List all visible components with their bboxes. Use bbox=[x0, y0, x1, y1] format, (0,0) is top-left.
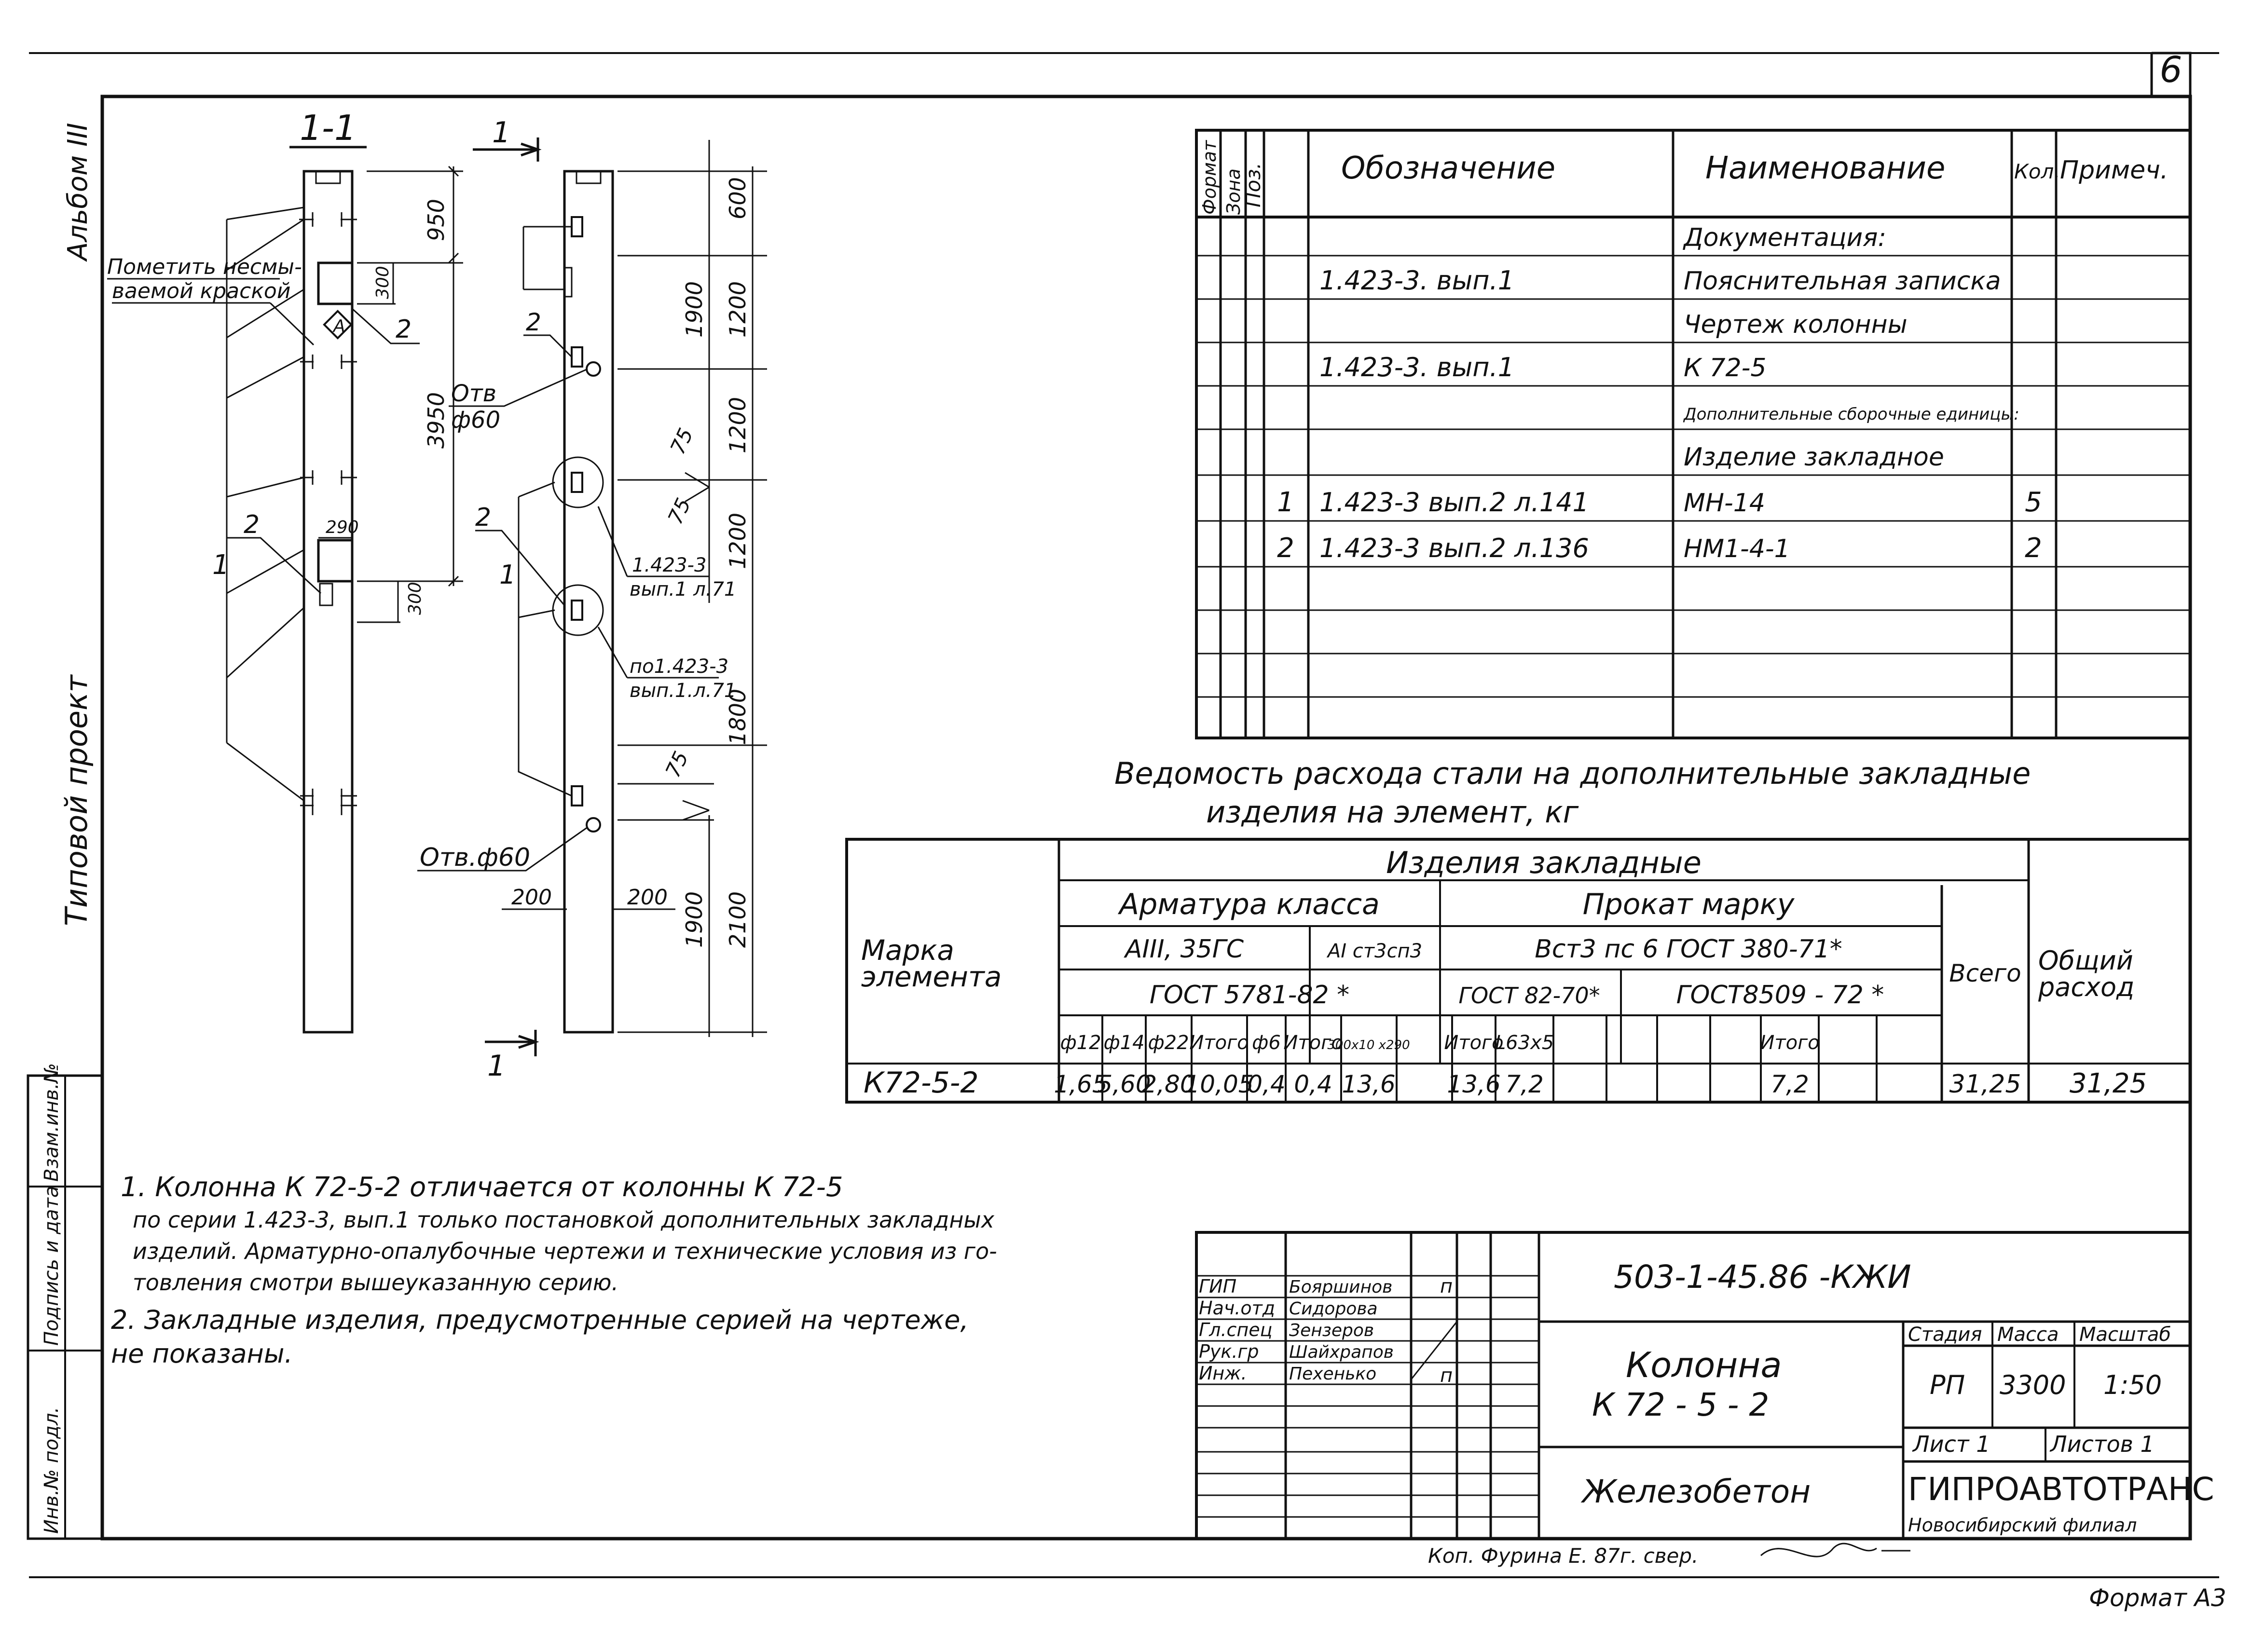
spec-row-pos: 2 bbox=[1277, 532, 1294, 564]
steel-title-2: изделия на элемент, кг bbox=[1206, 794, 1579, 830]
paint-note-1: Пометить несмы- bbox=[107, 255, 302, 279]
cut-mark-bottom-label: 1 bbox=[487, 1049, 506, 1083]
note-line-3: изделий. Арматурно-опалубочные чертежи и технические условия из го- bbox=[133, 1238, 997, 1264]
spec-row-qty: 2 bbox=[2025, 532, 2042, 564]
steel-mark-h2: элемента bbox=[861, 960, 1002, 993]
spec-h-name: Наименование bbox=[1705, 150, 1946, 186]
steel-col-header: Итого bbox=[1444, 1032, 1504, 1054]
steel-cell-value: 13,6 bbox=[1342, 1070, 1396, 1098]
scale-header: Масштаб bbox=[2079, 1324, 2171, 1346]
steel-gost5781: ГОСТ 5781-82 * bbox=[1149, 981, 1350, 1010]
steel-overall-h2: расход bbox=[2038, 972, 2135, 1002]
steel-cell-value: 10,05 bbox=[1184, 1070, 1254, 1098]
role-0: ГИП bbox=[1199, 1276, 1237, 1297]
spec-row-name: К 72-5 bbox=[1684, 354, 1767, 382]
sign-1: п bbox=[1440, 1275, 1453, 1297]
dim-1800: 1800 bbox=[725, 688, 751, 745]
doc-title: Колонна bbox=[1626, 1345, 1782, 1385]
note-line-5: 2. Закладные изделия, предусмотренные серией на чертеже, bbox=[111, 1305, 969, 1335]
dim-3950: 3950 bbox=[423, 392, 449, 449]
steel-col-header: 300х10 х290 bbox=[1327, 1038, 1410, 1052]
steel-cell-value: 0,4 bbox=[1294, 1070, 1332, 1098]
role-4: Инж. bbox=[1199, 1363, 1247, 1384]
ref1-line2: вып.1 л.71 bbox=[630, 578, 737, 601]
pos2-label-front: 2 bbox=[526, 308, 541, 336]
hole-dia: ф60 bbox=[451, 407, 501, 434]
note-line-1: 1. Колонна К 72-5-2 отличается от колонны К 72-5 bbox=[121, 1172, 843, 1203]
pos2-label-mid: 2 bbox=[244, 510, 260, 539]
dim-1200-c: 1200 bbox=[725, 512, 751, 569]
section-label: 1-1 bbox=[300, 108, 357, 148]
steel-aIII: АIII, 35ГС bbox=[1125, 935, 1244, 964]
spec-row-name: НМ1-4-1 bbox=[1684, 534, 1790, 563]
page-number: 6 bbox=[2159, 49, 2182, 91]
org-branch: Новосибирский филиал bbox=[1908, 1515, 2137, 1536]
sign-2: п bbox=[1440, 1365, 1453, 1387]
steel-col-header: ф14 bbox=[1103, 1032, 1145, 1054]
inv-label-orig: Инв.№ подл. bbox=[41, 1406, 63, 1534]
mass-value: 3300 bbox=[2000, 1370, 2066, 1400]
spec-row-desig: 1.423-3 вып.2 л.136 bbox=[1319, 533, 1589, 563]
spec-row-desig: 1.423-3 вып.2 л.141 bbox=[1319, 487, 1589, 518]
dim-75-c: 75 bbox=[660, 748, 693, 781]
doc-subtitle: К 72 - 5 - 2 bbox=[1592, 1386, 1770, 1423]
pos1-label-right: 1 bbox=[499, 560, 516, 590]
steel-prokat: Прокат марку bbox=[1582, 887, 1795, 921]
album-label: Альбом III bbox=[62, 123, 94, 260]
pos1-label-left: 1 bbox=[212, 549, 230, 581]
notes bbox=[111, 1172, 997, 1369]
dim-300-top: 300 bbox=[373, 266, 393, 299]
column-front-view bbox=[417, 116, 767, 1083]
format-label: Формат А3 bbox=[2089, 1584, 2226, 1612]
project-label: Типовой проект bbox=[59, 675, 94, 926]
hole-label-bottom: Отв.ф60 bbox=[420, 843, 531, 872]
dim-290: 290 bbox=[326, 518, 359, 537]
spec-h-qty: Кол. bbox=[2014, 160, 2060, 183]
doc-material: Железобетон bbox=[1582, 1473, 1811, 1510]
note-line-6: не показаны. bbox=[111, 1338, 293, 1369]
scale-value: 1:50 bbox=[2103, 1370, 2162, 1400]
steel-overall: 31,25 bbox=[2069, 1068, 2147, 1099]
spec-row-name: Документация: bbox=[1684, 223, 1886, 252]
column-side-view bbox=[107, 166, 463, 1032]
steel-cell-value: 5,60 bbox=[1097, 1070, 1151, 1098]
steel-col-header: ф6 bbox=[1252, 1032, 1281, 1054]
dim-1200-b: 1200 bbox=[725, 396, 751, 453]
steel-cell-value: 0,4 bbox=[1247, 1070, 1286, 1098]
steel-mark-h1: Марка bbox=[861, 934, 954, 967]
steel-col-header: Итого bbox=[1760, 1032, 1820, 1054]
steel-col-header: ф12 bbox=[1060, 1032, 1101, 1054]
sheet-value: Лист 1 bbox=[1913, 1431, 1990, 1457]
note-line-4: товления смотри вышеуказанную серию. bbox=[133, 1270, 619, 1296]
spec-row-name: Пояснительная записка bbox=[1684, 267, 2001, 296]
spec-row-desig: 1.423-3. вып.1 bbox=[1319, 265, 1515, 296]
ref2-line2: вып.1.л.71 bbox=[630, 680, 737, 702]
name-2: Зензеров bbox=[1289, 1321, 1374, 1340]
pos2-label-front-mid: 2 bbox=[475, 503, 492, 532]
steel-gost82: ГОСТ 82-70* bbox=[1458, 983, 1600, 1009]
dim-75-b: 75 bbox=[663, 494, 696, 528]
spec-h-pos: Поз. bbox=[1241, 163, 1265, 207]
spec-row-pos: 1 bbox=[1277, 487, 1294, 518]
role-1: Нач.отд bbox=[1199, 1297, 1276, 1319]
mass-header: Масса bbox=[1997, 1324, 2059, 1346]
dim-200-left: 200 bbox=[511, 885, 552, 910]
spec-rows bbox=[1277, 223, 2042, 564]
steel-table bbox=[847, 839, 2190, 1102]
ref1-line1: 1.423-3 bbox=[632, 554, 707, 576]
dim-300-mid: 300 bbox=[405, 582, 425, 615]
steel-col-header: L63х5 bbox=[1495, 1032, 1554, 1054]
name-1: Сидорова bbox=[1289, 1299, 1378, 1319]
spec-row-name: Чертеж колонны bbox=[1684, 310, 1908, 339]
steel-arm: Арматура класса bbox=[1119, 887, 1380, 921]
steel-vsego: Всего bbox=[1949, 959, 2021, 987]
spec-h-zone: Зона bbox=[1223, 168, 1244, 215]
inv-label-replace: Взам.инв.№ bbox=[41, 1063, 63, 1182]
role-3: Рук.гр bbox=[1199, 1341, 1259, 1362]
steel-cell-value: 7,2 bbox=[1505, 1070, 1544, 1098]
steel-aI: АI ст3сп3 bbox=[1327, 940, 1423, 962]
steel-vst: Вст3 пс 6 ГОСТ 380-71* bbox=[1535, 935, 1842, 964]
steel-col-header: Итого bbox=[1189, 1032, 1249, 1054]
steel-cell-value: 7,2 bbox=[1771, 1070, 1809, 1098]
role-2: Гл.спец bbox=[1199, 1319, 1273, 1340]
spec-h-note: Примеч. bbox=[2060, 156, 2169, 185]
dim-950: 950 bbox=[423, 199, 449, 241]
copied-note: Коп. Фурина Е. 87г. свер. bbox=[1428, 1544, 1699, 1568]
spec-h-desig: Обозначение bbox=[1341, 150, 1556, 186]
title-block bbox=[1196, 1232, 2214, 1539]
steel-values bbox=[1054, 1070, 1809, 1098]
spec-row-name: Дополнительные сборочные единицы: bbox=[1684, 405, 2019, 424]
cut-mark-top-label: 1 bbox=[492, 116, 511, 150]
steel-group: Изделия закладные bbox=[1386, 845, 1702, 880]
steel-cell-value: 2,80 bbox=[1141, 1070, 1195, 1098]
ref2-line1: по1.423-3 bbox=[630, 655, 729, 678]
spec-h-format: Формат bbox=[1199, 140, 1220, 215]
dim-1200-a: 1200 bbox=[725, 281, 751, 338]
steel-title-1: Ведомость расхода стали на дополнительные закладные bbox=[1114, 756, 2031, 791]
spec-table bbox=[1196, 130, 2190, 738]
name-0: Бояршинов bbox=[1289, 1277, 1393, 1297]
spec-row-name: МН-14 bbox=[1684, 489, 1765, 518]
doc-code: 503-1-45.86 -КЖИ bbox=[1614, 1258, 1911, 1296]
stage-value: РП bbox=[1930, 1370, 1965, 1400]
spec-row-desig: 1.423-3. вып.1 bbox=[1319, 352, 1515, 382]
dim-2100: 2100 bbox=[725, 891, 751, 948]
steel-cell-value: 13,6 bbox=[1447, 1070, 1501, 1098]
org-name: ГИПРОАВТОТРАНС bbox=[1908, 1471, 2214, 1508]
spec-row-name: Изделие закладное bbox=[1684, 443, 1944, 472]
stage-header: Стадия bbox=[1908, 1324, 1982, 1346]
dim-1900-bottom: 1900 bbox=[681, 891, 707, 948]
spec-row-qty: 5 bbox=[2025, 487, 2042, 518]
hole-label: Отв bbox=[451, 380, 497, 407]
signature-scribble bbox=[1761, 1543, 1910, 1556]
dim-75-a: 75 bbox=[665, 424, 698, 458]
steel-overall-h1: Общий bbox=[2038, 945, 2133, 976]
dim-200-right: 200 bbox=[627, 885, 668, 910]
dim-600: 600 bbox=[725, 177, 751, 219]
sheets-value: Листов 1 bbox=[2050, 1431, 2155, 1457]
steel-mark: К72-5-2 bbox=[864, 1066, 979, 1100]
note-line-2: по серии 1.423-3, вып.1 только постановкой дополнительных закладных bbox=[133, 1207, 994, 1233]
paint-note-2: ваемой краской bbox=[112, 279, 291, 303]
steel-total: 31,25 bbox=[1949, 1070, 2021, 1099]
dim-1900: 1900 bbox=[681, 281, 707, 338]
steel-cell-value: 1,65 bbox=[1054, 1070, 1108, 1098]
steel-gost8509: ГОСТ8509 - 72 * bbox=[1676, 981, 1884, 1010]
name-3: Шайхрапов bbox=[1289, 1342, 1394, 1362]
name-4: Пехенько bbox=[1289, 1364, 1377, 1384]
steel-col-header: Итого bbox=[1283, 1032, 1343, 1054]
steel-col-header: ф22 bbox=[1148, 1032, 1189, 1054]
mark-a: А bbox=[333, 316, 345, 336]
inv-label-sign: Подпись и дата bbox=[41, 1186, 63, 1346]
pos2-label-top: 2 bbox=[396, 315, 412, 344]
